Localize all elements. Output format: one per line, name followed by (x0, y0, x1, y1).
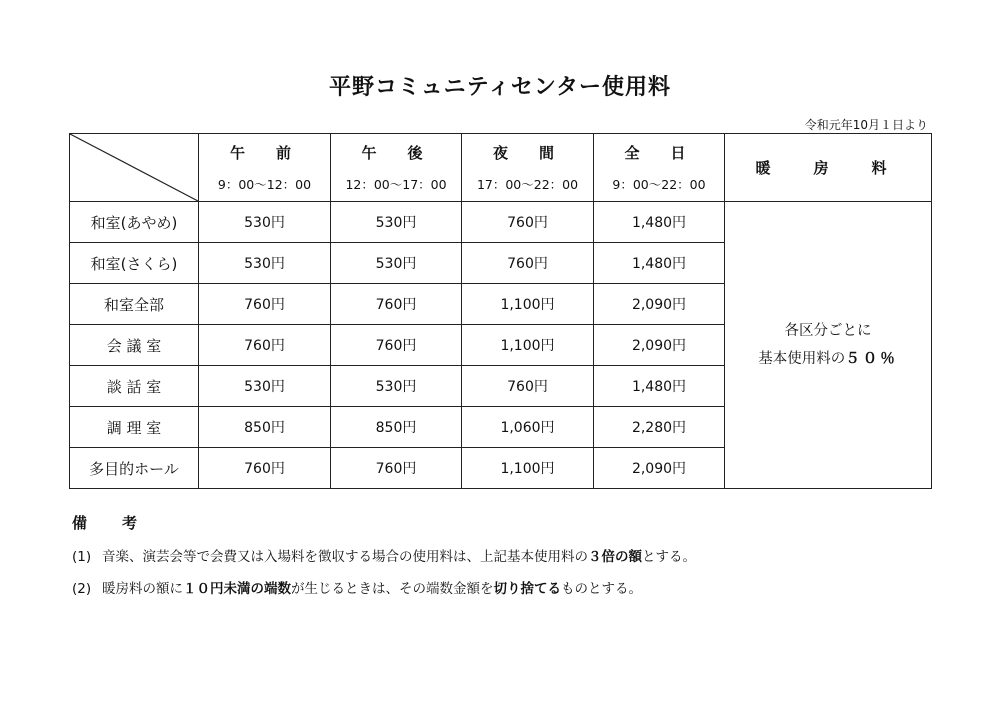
fee-cell: 1,100円 (462, 325, 594, 366)
column-name: 午 前 (229, 144, 299, 162)
fee-cell: 760円 (462, 243, 594, 284)
column-name: 午 後 (361, 144, 431, 162)
fee-cell: 1,100円 (462, 448, 594, 489)
fee-cell: 530円 (199, 243, 331, 284)
room-name: 多目的ホール (70, 448, 199, 489)
fee-cell: 1,480円 (594, 243, 725, 284)
heating-line2 (725, 345, 931, 373)
column-header-morning (199, 134, 331, 202)
fee-cell: 760円 (331, 448, 462, 489)
column-time: 9：00〜22：00 (612, 177, 706, 192)
notes-title: 備 考 (72, 514, 148, 532)
room-name: 調 理 室 (70, 407, 199, 448)
note-text: 暖房料の額に (102, 581, 183, 597)
note-emphasis: １０円未満の端数 (183, 581, 291, 597)
column-time: 12：00〜17：00 (345, 177, 447, 192)
heating-header: 暖 房 料 (755, 159, 901, 177)
heating-percentage: ５０％ (845, 351, 898, 367)
note-number: (2) (72, 581, 92, 597)
note-emphasis: 切り捨てる (493, 581, 561, 597)
note-text: 音楽、演芸会等で会費又は入場料を徴収する場合の使用料は、上記基本使用料の (102, 549, 588, 565)
fee-cell: 2,090円 (594, 448, 725, 489)
note-emphasis: ３倍の額 (588, 549, 642, 565)
note-text: とする。 (642, 549, 696, 565)
fee-cell: 760円 (199, 325, 331, 366)
fee-cell: 530円 (199, 202, 331, 243)
column-time: 17：00〜22：00 (476, 177, 579, 192)
corner-cell (70, 134, 199, 202)
note-text: ものとする。 (561, 581, 642, 597)
note-text: が生じるときは、その端数金額を (291, 581, 494, 597)
fee-cell: 760円 (462, 202, 594, 243)
fee-cell: 1,100円 (462, 284, 594, 325)
fee-cell: 530円 (199, 366, 331, 407)
column-name: 全 日 (624, 144, 694, 162)
fee-cell: 2,090円 (594, 325, 725, 366)
heating-fee-cell (725, 202, 932, 489)
room-name: 和室(あやめ) (70, 202, 199, 243)
fee-cell: 760円 (462, 366, 594, 407)
room-name: 談 話 室 (70, 366, 199, 407)
heating-line2-prefix: 基本使用料の (758, 351, 846, 367)
column-time: 9：00〜12：00 (217, 177, 312, 192)
notes-section (72, 512, 932, 609)
fee-cell: 2,280円 (594, 407, 725, 448)
fee-cell: 1,480円 (594, 366, 725, 407)
note-number: (1) (72, 549, 92, 565)
fee-cell: 1,060円 (462, 407, 594, 448)
column-header-night (462, 134, 594, 202)
fee-cell: 760円 (199, 448, 331, 489)
fee-cell: 760円 (331, 284, 462, 325)
column-header-afternoon (331, 134, 462, 202)
heating-line1: 各区分ごとに (784, 323, 872, 339)
page-title: 平野コミュニティセンター使用料 (329, 75, 671, 100)
fee-cell: 1,480円 (594, 202, 725, 243)
column-header-allday (594, 134, 725, 202)
table-row (70, 202, 932, 243)
column-name: 夜 間 (492, 144, 562, 162)
note-item (72, 577, 932, 597)
note-item (72, 545, 932, 565)
fee-cell: 530円 (331, 202, 462, 243)
fee-cell: 530円 (331, 243, 462, 284)
room-name: 会 議 室 (70, 325, 199, 366)
fee-cell: 2,090円 (594, 284, 725, 325)
fee-cell: 850円 (199, 407, 331, 448)
room-name: 和室全部 (70, 284, 199, 325)
fee-cell: 530円 (331, 366, 462, 407)
fee-table (69, 133, 932, 489)
fee-cell: 850円 (331, 407, 462, 448)
effective-date: 令和元年10月１日より (804, 118, 928, 132)
room-name: 和室(さくら) (70, 243, 199, 284)
fee-cell: 760円 (199, 284, 331, 325)
fee-cell: 760円 (331, 325, 462, 366)
table-header-row (70, 134, 932, 202)
column-header-heating (725, 134, 932, 202)
diagonal-line (70, 134, 198, 201)
